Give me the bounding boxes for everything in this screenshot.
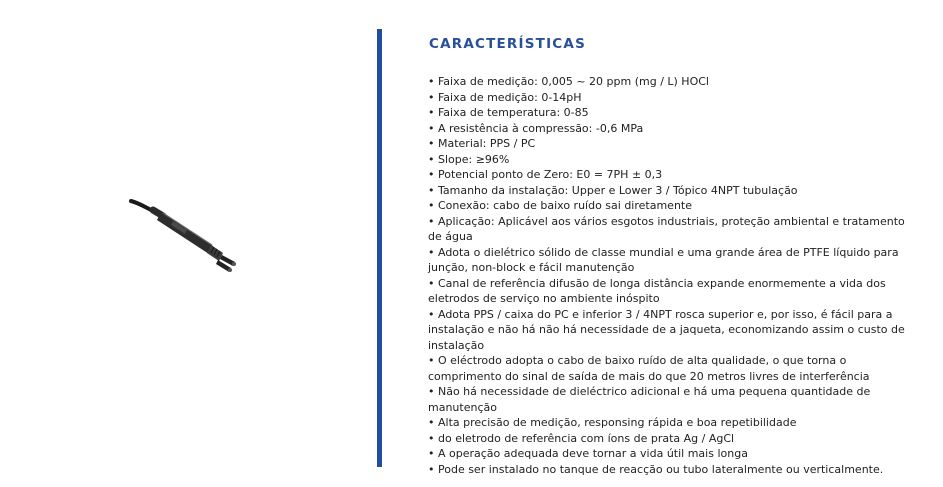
ph-electrode-probe-icon (125, 195, 245, 285)
feature-item: • A resistência à compressão: -0,6 MPa (428, 121, 644, 135)
section-heading: CARACTERÍSTICAS (429, 36, 586, 52)
feature-item: • do eletrodo de referência com íons de prata Ag / AgCl (428, 431, 735, 445)
feature-item: • Não há necessidade de dieléctrico adicional e há uma pequena quantidade de manutenção (428, 385, 871, 414)
feature-item: • Tamanho da instalação: Upper e Lower 3 / Tópico 4NPT tubulação (428, 183, 798, 197)
feature-item: • Adota PPS / caixa do PC e inferior 3 / 4NPT rosca superior e, por isso, é fácil para a instalação e não há não há necessidade de a jaqueta, economizando assim o custo de instalação (428, 307, 905, 352)
feature-item: • Adota o dielétrico sólido de classe mundial e uma grande área de PTFE líquido para junção, non-block e fácil manutenção (428, 245, 899, 274)
feature-item: • Faixa de medição: 0,005 ~ 20 ppm (mg / L) HOCl (428, 75, 709, 88)
feature-item: • Slope: ≥96% (428, 152, 510, 166)
feature-item: • Material: PPS / PC (428, 137, 536, 150)
feature-item: • Potencial ponto de Zero: E0 = 7PH ± 0,3 (428, 168, 663, 181)
feature-item: • Alta precisão de medição, responsing rápida e boa repetibilidade (428, 416, 797, 429)
feature-item: • Aplicação: Aplicável aos vários esgotos industriais, proteção ambiental e tratamento de água (428, 214, 905, 243)
feature-item: • Conexão: cabo de baixo ruído sai diretamente (428, 199, 693, 212)
feature-item: • Canal de referência difusão de longa distância expande enormemente a vida dos eletrodos de serviço no ambiente inóspito (428, 276, 886, 305)
divider-bar (377, 29, 382, 467)
feature-item: • Faixa de medição: 0-14pH (428, 90, 582, 104)
feature-item: • A operação adequada deve tornar a vida útil mais longa (428, 447, 748, 460)
feature-item: • Faixa de temperatura: 0-85 (428, 106, 589, 119)
feature-item: • Pode ser instalado no tanque de reacção ou tubo lateralmente ou verticalmente. (428, 462, 884, 476)
feature-item: • O eléctrodo adopta o cabo de baixo ruído de alta qualidade, o que torna o comprimento do sinal de saída de mais do que 20 metros livres de interferência (428, 354, 870, 383)
product-image (125, 195, 245, 285)
features-list (428, 74, 918, 477)
